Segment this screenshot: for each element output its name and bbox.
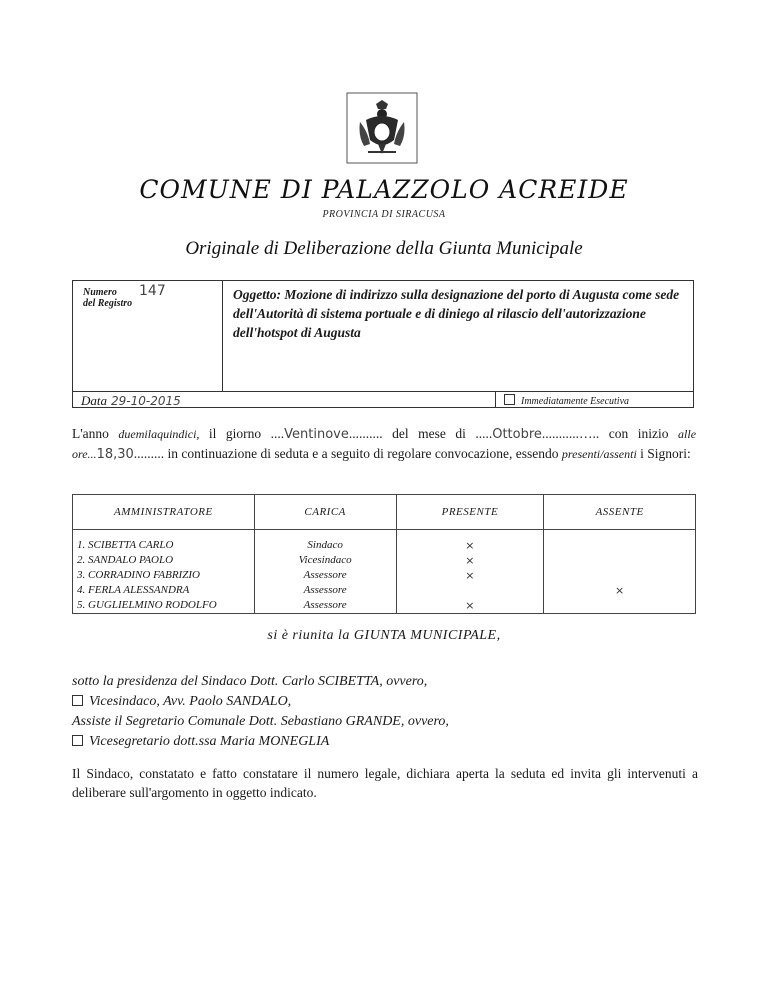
- attendance-table: [72, 494, 696, 614]
- province-name: PROVINCIA DI SIRACUSA: [322, 209, 446, 220]
- intro-day: Ventinove: [284, 427, 349, 442]
- intro-text-3: .......... del mese di .....: [348, 426, 493, 441]
- member-role: Assessore: [254, 568, 396, 583]
- table-row: [73, 583, 696, 598]
- date-label: Data: [81, 393, 107, 408]
- intro-month: Ottobre: [492, 427, 542, 442]
- member-role: Sindaco: [254, 538, 396, 553]
- member-name: 5. GUGLIELMINO RODOLFO: [73, 598, 255, 614]
- absent-mark: [544, 553, 696, 568]
- intro-text-1: L'anno: [72, 426, 109, 441]
- vicesegretario-line: Vicesegretario dott.ssa Maria MONEGLIA: [89, 734, 330, 749]
- present-mark: [396, 583, 544, 598]
- vicesegretario-row: [72, 732, 702, 752]
- member-role: Assessore: [254, 583, 396, 598]
- absent-mark: [544, 538, 696, 553]
- table-header-row: [73, 495, 696, 530]
- assembly-statement: si è riunita la GIUNTA MUNICIPALE,: [267, 628, 501, 643]
- intro-presenti: presenti/assenti: [561, 447, 637, 461]
- vicesindaco-checkbox[interactable]: [72, 695, 83, 706]
- table-row: [73, 538, 696, 553]
- subject-text: Oggetto: Mozione di indirizzo sulla designazione del porto di Augusta come sede dell'Autorità di sistema portuale e di diniego al rilascio dell'autorizzazione dell'hotspot di Augusta: [233, 287, 680, 340]
- header-presente: PRESENTE: [396, 495, 544, 530]
- vicesindaco-line: Vicesindaco, Avv. Paolo SANDALO,: [89, 694, 292, 709]
- member-name: 4. FERLA ALESSANDRA: [73, 583, 255, 598]
- date-field: [81, 393, 181, 409]
- table-row: [73, 553, 696, 568]
- session-intro: [72, 424, 696, 464]
- intro-text-7: i Signori:: [640, 446, 691, 461]
- registro-label: del Registro: [83, 298, 133, 309]
- present-mark: ×: [396, 553, 544, 568]
- presidency-line: sotto la presidenza del Sindaco Dott. Carlo SCIBETTA, ovvero,: [72, 674, 428, 689]
- closing-paragraph: Il Sindaco, constatato e fatto constatare il numero legale, dichiara aperta la seduta ed invita gli intervenuti a deliberare sull'argomento in oggetto indicato.: [72, 766, 698, 800]
- absent-mark: [544, 568, 696, 583]
- immediate-execution-cell: [495, 391, 693, 407]
- numero-label: Numero: [83, 287, 117, 298]
- present-mark: ×: [396, 568, 544, 583]
- vicesegretario-checkbox[interactable]: [72, 735, 83, 746]
- immediate-execution-label: Immediatamente Esecutiva: [521, 396, 630, 407]
- registry-cell: [73, 281, 223, 391]
- header-carica: CARICA: [254, 495, 396, 530]
- table-row: [73, 568, 696, 583]
- header-assente: ASSENTE: [544, 495, 696, 530]
- table-row: [73, 598, 696, 614]
- vicesindaco-row: [72, 692, 702, 712]
- table-spacer: [73, 530, 696, 539]
- subject-cell: [223, 281, 693, 391]
- registry-number-value: 147: [139, 283, 166, 299]
- member-name: 1. SCIBETTA CARLO: [73, 538, 255, 553]
- member-name: 2. SANDALO PAOLO: [73, 553, 255, 568]
- document-title: Originale di Deliberazione della Giunta Municipale: [185, 238, 583, 259]
- intro-year: duemilaquindici,: [118, 427, 200, 441]
- member-role: Vicesindaco: [254, 553, 396, 568]
- intro-text-4: ...........…..: [541, 426, 600, 441]
- present-mark: ×: [396, 598, 544, 614]
- deliberation-meta-box: [72, 280, 694, 408]
- date-value: 29-10-2015: [111, 394, 181, 408]
- municipality-name: COMUNE DI PALAZZOLO ACREIDE: [139, 175, 629, 204]
- member-name: 3. CORRADINO FABRIZIO: [73, 568, 255, 583]
- registry-number-label: [83, 287, 132, 309]
- intro-hour: 18,30: [96, 447, 134, 462]
- absent-mark: ×: [544, 583, 696, 598]
- present-mark: ×: [396, 538, 544, 553]
- intro-text-5: con inizio: [608, 426, 669, 441]
- secretary-line: Assiste il Segretario Comunale Dott. Sebastiano GRANDE, ovvero,: [72, 714, 449, 729]
- palazzolo-coat-of-arms-icon: [346, 92, 418, 164]
- intro-alle-ore: alle ore...: [72, 427, 697, 461]
- member-role: Assessore: [254, 598, 396, 614]
- intro-text-2: il giorno ....: [208, 426, 285, 441]
- intro-text-6: ......... in continuazione di seduta e a seguito di regolare convocazione, essendo: [133, 446, 559, 461]
- header-amministratore: AMMINISTRATORE: [73, 495, 255, 530]
- presidency-block: [72, 672, 702, 752]
- immediate-execution-checkbox[interactable]: [504, 394, 515, 405]
- absent-mark: [544, 598, 696, 614]
